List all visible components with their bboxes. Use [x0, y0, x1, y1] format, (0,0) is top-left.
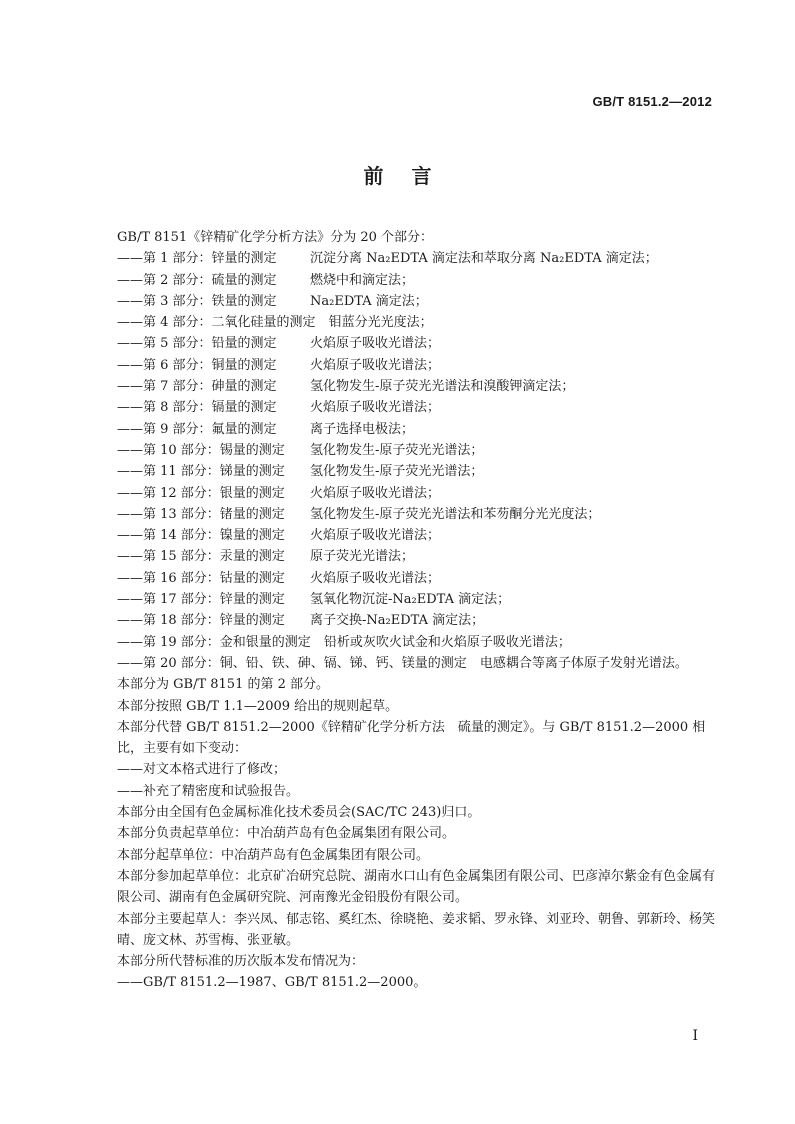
part-label: ——第 10 部分：锡量的测定 [117, 442, 285, 458]
part-method: 离子选择电极法； [310, 421, 415, 437]
part-label: ——第 13 部分：锗量的测定 [117, 506, 285, 522]
part-method: 火焰原子吸收光谱法； [310, 570, 441, 586]
part-label: ——第 8 部分：镉量的测定 [117, 400, 277, 416]
foreword-body [91, 227, 716, 994]
part-label: ——第 6 部分：铜量的测定 [117, 357, 277, 373]
part-item [91, 461, 716, 482]
part-method: 钼蓝分光光度法； [328, 315, 433, 331]
part-item [91, 610, 716, 631]
part-item [91, 589, 716, 610]
change-item: ——补充了精密度和试验报告。 [117, 783, 300, 799]
committee-statement: 本部分由全国有色金属标准化技术委员会(SAC/TC 243)归口。 [117, 805, 481, 821]
part-label: ——第 5 部分：铅量的测定 [117, 336, 277, 352]
standard-number: GB/T 8151.2—2012 [592, 94, 712, 109]
part-item [91, 312, 716, 333]
part-method: 氢化物发生-原子荧光光谱法和溴酸钾滴定法； [310, 379, 575, 395]
part-item [91, 525, 716, 546]
responsible-unit: 本部分负责起草单位：中冶葫芦岛有色金属集团有限公司。 [117, 826, 456, 842]
part-label: ——第 18 部分：锌量的测定 [117, 613, 285, 629]
part-label: ——第 17 部分：锌量的测定 [117, 592, 285, 608]
part-item [91, 376, 716, 397]
part-item [91, 333, 716, 354]
part-item [91, 483, 716, 504]
part-label: ——第 1 部分：锌量的测定 [117, 251, 277, 267]
part-item [91, 248, 716, 269]
participating-units: 本部分参加起草单位：北京矿冶研究总院、湖南水口山有色金属集团有限公司、巴彦淖尔紫金有色金属有限公司、湖南有色金属研究院、河南豫光金铅股份有限公司。 [117, 868, 716, 906]
parts-list [91, 248, 716, 674]
part-method: 原子荧光光谱法； [310, 549, 415, 565]
change-item: ——对文本格式进行了修改； [117, 762, 287, 778]
part-label: ——第 9 部分：氟量的测定 [117, 421, 277, 437]
part-label: ——第 7 部分：砷量的测定 [117, 379, 277, 395]
part-item [91, 440, 716, 461]
part-item [91, 504, 716, 525]
page-title: 前言 [363, 164, 460, 188]
part-label: ——第 4 部分：二氧化硅量的测定 [117, 315, 316, 331]
part-item [91, 355, 716, 376]
history-item: ——GB/T 8151.2—1987、GB/T 8151.2—2000。 [117, 975, 427, 991]
part-label: ——第 14 部分：镍量的测定 [117, 528, 285, 544]
part-method: 离子交换-Na₂EDTA 滴定法； [310, 613, 485, 629]
part-label: ——第 19 部分：金和银量的测定 [117, 634, 311, 650]
part-method: 电感耦合等离子体原子发射光谱法。 [479, 655, 688, 671]
part-item [91, 291, 716, 312]
part-method: 沉淀分离 Na₂EDTA 滴定法和萃取分离 Na₂EDTA 滴定法； [310, 251, 658, 267]
intro-paragraph: GB/T 8151《锌精矿化学分析方法》分为 20 个部分： [117, 230, 434, 245]
part-item [91, 397, 716, 418]
part-method: 火焰原子吸收光谱法； [310, 528, 441, 544]
replacement-statement: 本部分代替 GB/T 8151.2—2000《锌精矿化学分析方法 硫量的测定》。与 GB/T 8151.2—2000 相比，主要有如下变动： [117, 719, 706, 757]
part-item [91, 419, 716, 440]
part-label: ——第 11 部分：锑量的测定 [117, 464, 285, 480]
part-method: Na₂EDTA 滴定法； [310, 293, 428, 309]
part-method: 氢氧化物沉淀-Na₂EDTA 滴定法； [310, 592, 511, 608]
part-item [91, 653, 716, 674]
drafting-unit: 本部分起草单位：中冶葫芦岛有色金属集团有限公司。 [117, 847, 430, 863]
part-method: 氢化物发生-原子荧光光谱法； [310, 442, 484, 458]
part-method: 铅析或灰吹火试金和火焰原子吸收光谱法； [323, 634, 571, 650]
part-label: ——第 12 部分：银量的测定 [117, 485, 285, 501]
part-method: 火焰原子吸收光谱法； [310, 357, 441, 373]
part-label: ——第 2 部分：硫量的测定 [117, 272, 277, 288]
part-item [91, 270, 716, 291]
part-method: 氢化物发生-原子荧光光谱法和苯芴酮分光光度法； [310, 506, 601, 522]
part-statement: 本部分为 GB/T 8151 的第 2 部分。 [117, 677, 330, 693]
history-statement: 本部分所代替标准的历次版本发布情况为： [117, 954, 365, 970]
main-drafters: 本部分主要起草人：李兴凤、郁志铭、奚红杰、徐晓艳、姜求韬、罗永锋、刘亚玲、朝鲁、郭新玲、杨笑晴、庞文林、苏雪梅、张亚敏。 [117, 911, 716, 948]
rules-statement: 本部分按照 GB/T 1.1—2009 给出的规则起草。 [117, 698, 399, 714]
part-method: 燃烧中和滴定法； [310, 272, 415, 288]
part-label: ——第 15 部分：汞量的测定 [117, 549, 285, 565]
part-item [91, 568, 716, 589]
part-label: ——第 20 部分：铜、铅、铁、砷、镉、锑、钙、镁量的测定 [117, 655, 467, 671]
part-item [91, 546, 716, 567]
part-method: 氢化物发生-原子荧光光谱法； [310, 464, 484, 480]
part-method: 火焰原子吸收光谱法； [310, 336, 441, 352]
part-method: 火焰原子吸收光谱法； [310, 485, 441, 501]
part-label: ——第 16 部分：钴量的测定 [117, 570, 285, 586]
page-number: I [692, 1028, 698, 1044]
part-item [91, 632, 716, 653]
part-label: ——第 3 部分：铁量的测定 [117, 293, 277, 309]
part-method: 火焰原子吸收光谱法； [310, 400, 441, 416]
